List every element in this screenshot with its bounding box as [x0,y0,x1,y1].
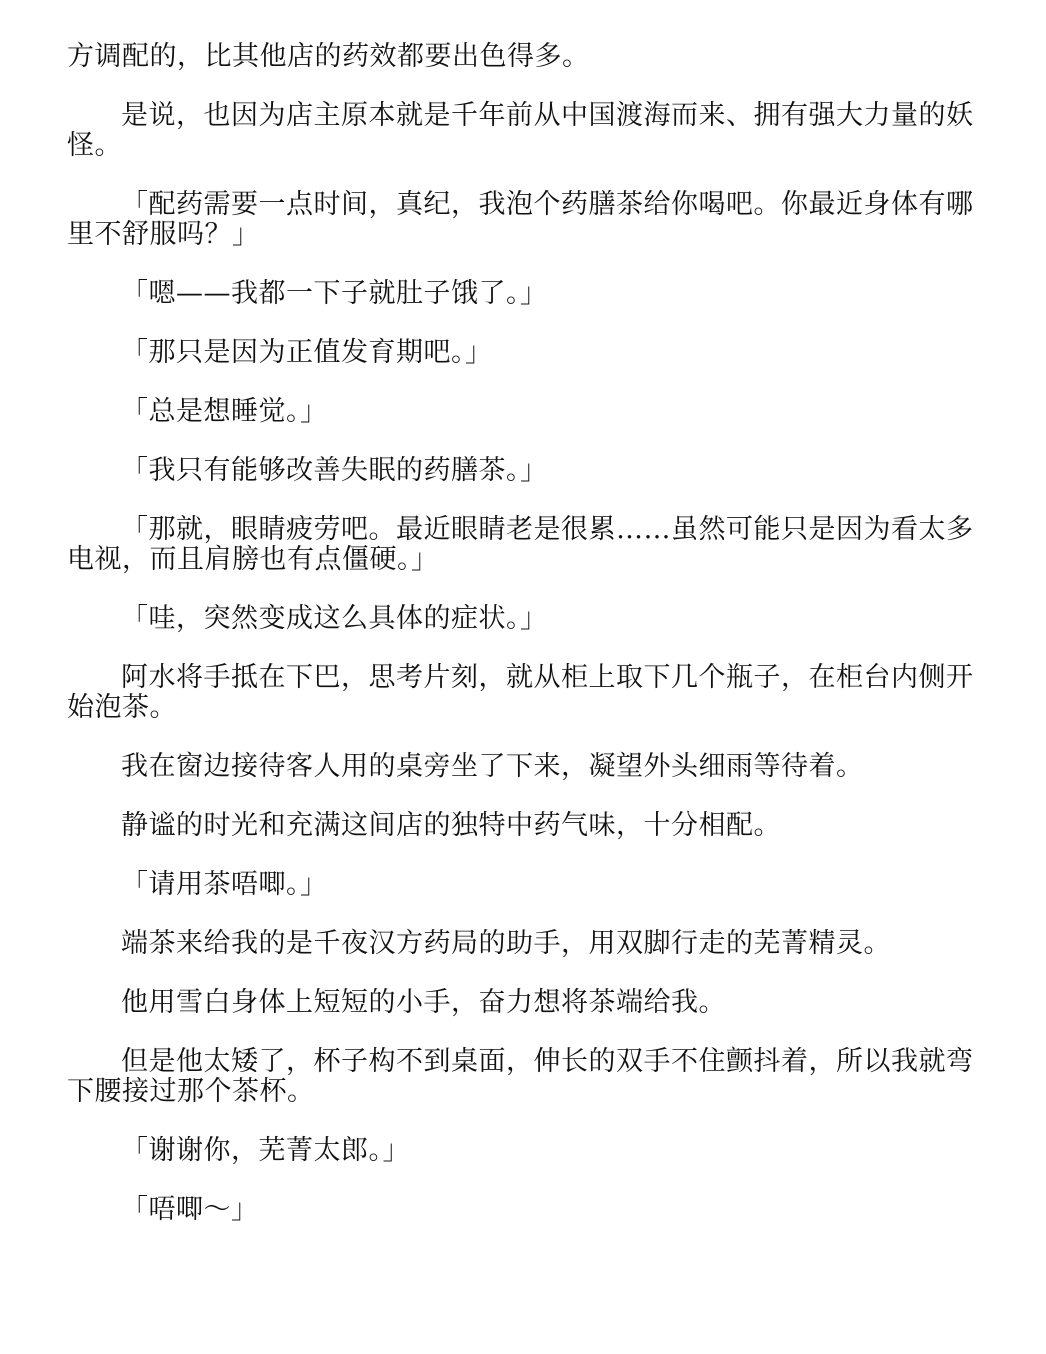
paragraph-2: 是说，也因为店主原本就是千年前从中国渡海而来、拥有强大力量的妖怪。 [67,100,974,161]
paragraph-17: 「谢谢你，芜菁太郎。」 [121,1135,410,1166]
paragraph-5: 「那只是因为正值发育期吧。」 [121,337,493,368]
paragraph-1: 方调配的，比其他店的药效都要出色得多。 [67,41,590,72]
paragraph-6: 「总是想睡觉。」 [121,396,328,427]
paragraph-4: 「嗯——我都一下子就肚子饿了。」 [121,278,548,309]
paragraph-13: 「请用茶唔唧。」 [121,869,328,900]
paragraph-10: 阿水将手抵在下巴，思考片刻，就从柜上取下几个瓶子，在柜台内侧开始泡茶。 [67,662,974,723]
paragraph-18: 「唔唧～」 [121,1194,259,1225]
paragraph-8: 「那就，眼睛疲劳吧。最近眼睛老是很累……虽然可能只是因为看太多电视，而且肩膀也有点僵硬。」 [67,514,974,575]
paragraph-14: 端茶来给我的是千夜汉方药局的助手，用双脚行走的芜菁精灵。 [121,928,891,959]
paragraph-3: 「配药需要一点时间，真纪，我泡个药膳茶给你喝吧。你最近身体有哪里不舒服吗？」 [67,189,974,250]
paragraph-16: 但是他太矮了，杯子构不到桌面，伸长的双手不住颤抖着，所以我就弯下腰接过那个茶杯。 [67,1046,974,1107]
text-column [67,42,977,1254]
paragraph-15: 他用雪白身体上短短的小手，奋力想将茶端给我。 [121,987,726,1018]
paragraph-9: 「哇，突然变成这么具体的症状。」 [121,603,548,634]
paragraph-12: 静谧的时光和充满这间店的独特中药气味，十分相配。 [121,810,781,841]
paragraph-7: 「我只有能够改善失眠的药膳茶。」 [121,455,548,486]
paragraph-11: 我在窗边接待客人用的桌旁坐了下来，凝望外头细雨等待着。 [121,751,864,782]
